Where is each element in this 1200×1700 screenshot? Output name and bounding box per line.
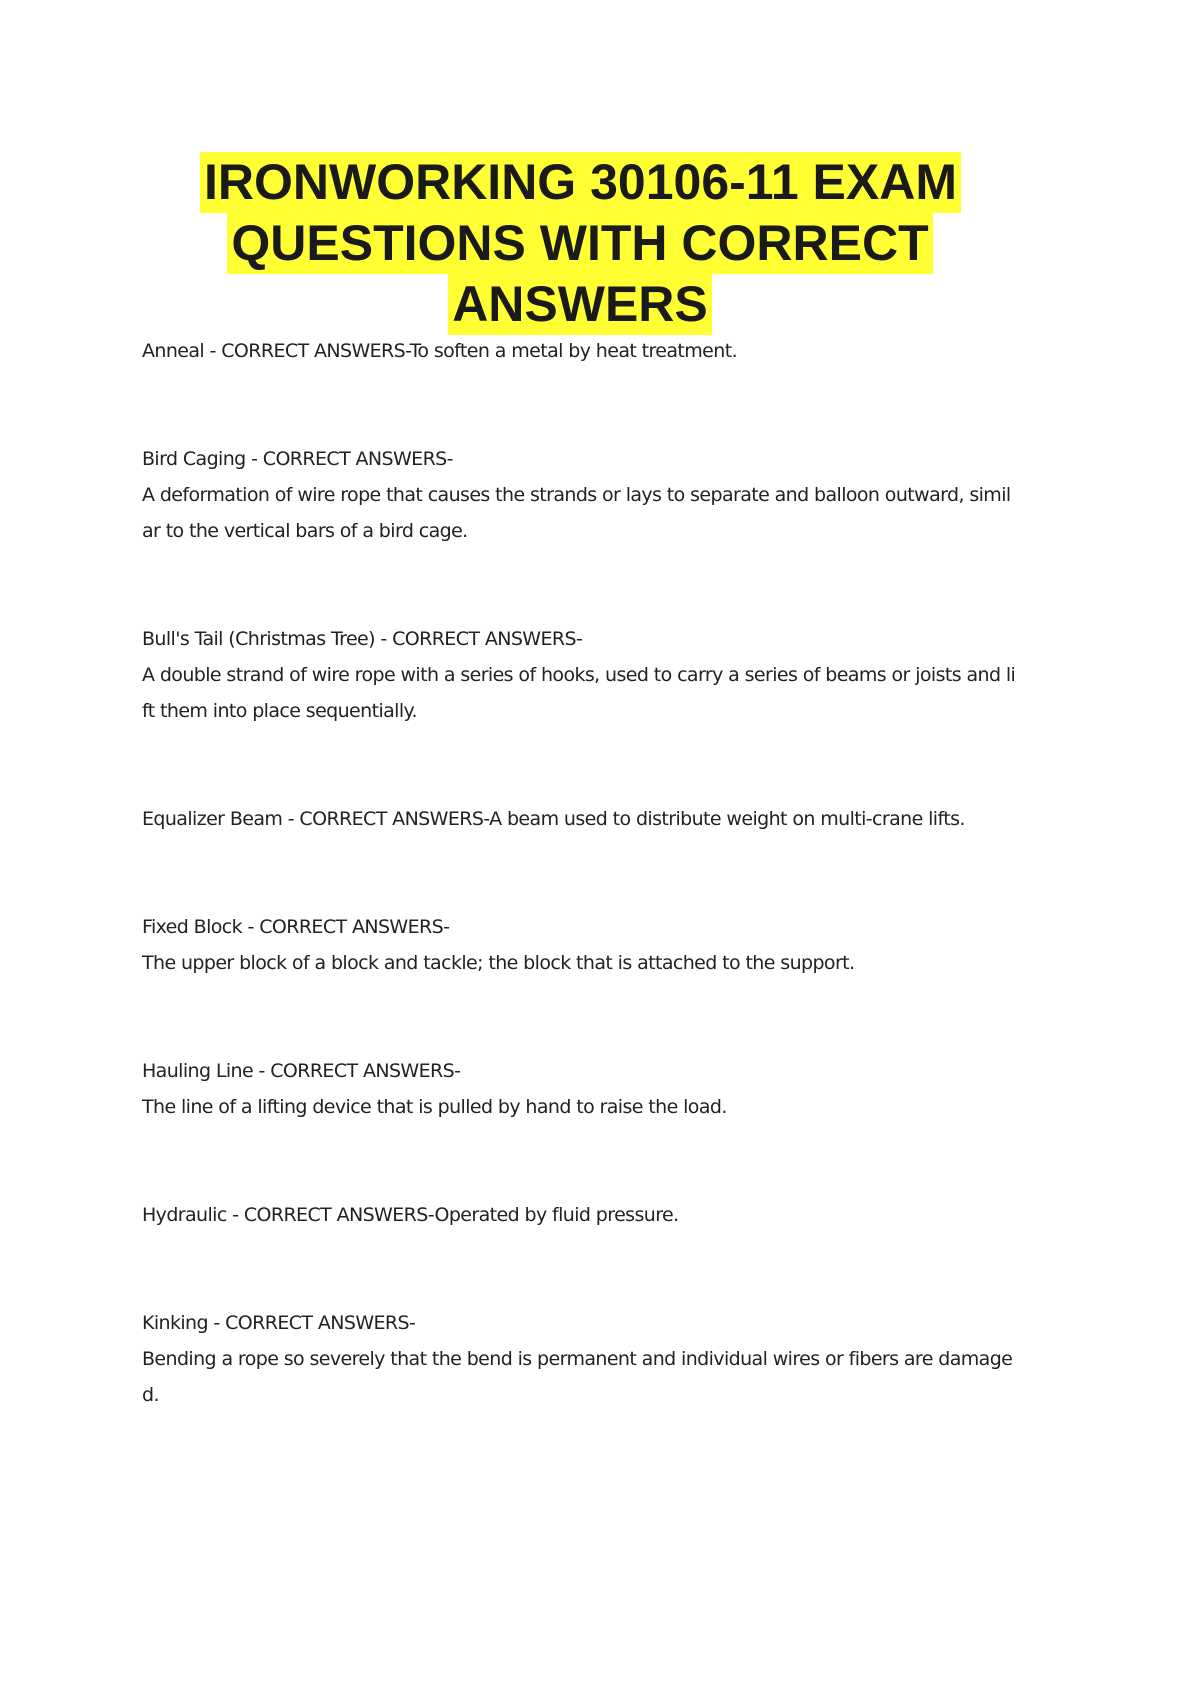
entry-term: Bird Caging - CORRECT ANSWERS- [142,448,453,470]
entry-definition: A deformation of wire rope that causes the strands or lays to separate and balloon outward, simil [142,484,1011,506]
entry-term: Hauling Line - CORRECT ANSWERS- [142,1060,461,1082]
entry-definition: The upper block of a block and tackle; the block that is attached to the support. [142,952,855,974]
glossary-entry-fixed-block [142,909,1062,981]
title-line-3: ANSWERS [448,274,712,335]
glossary-entry-anneal [142,333,1062,369]
title-line-2: QUESTIONS WITH CORRECT [227,213,932,274]
glossary-entry-hauling-line [142,1053,1062,1125]
glossary-entry-kinking [142,1305,1062,1413]
entry-term: Fixed Block - CORRECT ANSWERS- [142,916,450,938]
entry-term: Kinking - CORRECT ANSWERS- [142,1312,416,1334]
entry-definition: ar to the vertical bars of a bird cage. [142,520,468,542]
glossary-entry-equalizer-beam [142,801,1062,837]
glossary-entry-bulls-tail [142,621,1062,729]
document-title [200,152,960,335]
entry-definition: d. [142,1384,159,1406]
entry-text: Hydraulic - CORRECT ANSWERS-Operated by fluid pressure. [142,1204,679,1226]
entry-definition: A double strand of wire rope with a series of hooks, used to carry a series of beams or joists and li [142,664,1016,686]
entry-text: Equalizer Beam - CORRECT ANSWERS-A beam used to distribute weight on multi-crane lifts. [142,808,965,830]
glossary-entry-hydraulic [142,1197,1062,1233]
title-line-1: IRONWORKING 30106-11 EXAM [200,152,961,213]
entry-definition: ft them into place sequentially. [142,700,417,722]
entry-term: Bull's Tail (Christmas Tree) - CORRECT ANSWERS- [142,628,583,650]
entry-text: Anneal - CORRECT ANSWERS-To soften a metal by heat treatment. [142,340,738,362]
entry-definition: The line of a lifting device that is pulled by hand to raise the load. [142,1096,727,1118]
glossary-entry-bird-caging [142,441,1062,549]
entry-definition: Bending a rope so severely that the bend is permanent and individual wires or fibers are damage [142,1348,1013,1370]
